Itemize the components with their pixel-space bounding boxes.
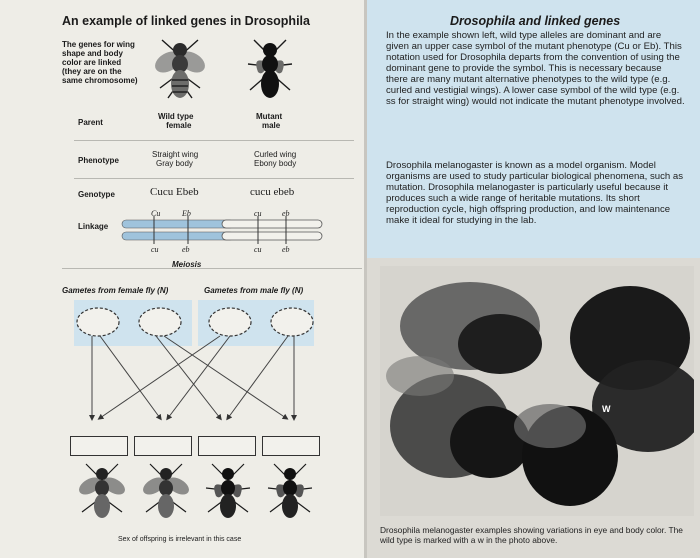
offspring-genotype-box[interactable] [262, 436, 320, 456]
intro-line: The genes for wing [62, 40, 135, 49]
parent-2-title-line: Mutant [256, 112, 283, 121]
meiosis-label: Meiosis [172, 260, 202, 269]
offspring-fly-icon [206, 464, 250, 518]
offspring-genotype-box[interactable] [198, 436, 256, 456]
right-page [366, 0, 700, 558]
parent-2-phenotype [254, 150, 296, 168]
page-title: An example of linked genes in Drosophila [62, 14, 310, 28]
allele-label: eb [182, 245, 190, 254]
intro-line: shape and body [62, 49, 123, 58]
allele-label: cu [254, 209, 262, 218]
allele-label: Eb [182, 209, 191, 218]
parent-1-title [158, 112, 193, 130]
intro-line: (they are on the [62, 67, 122, 76]
parent-1-title-line: Wild type [158, 112, 194, 121]
mutant-fly-icon [240, 32, 300, 104]
offspring-genotype-box[interactable] [70, 436, 128, 456]
row-label-genotype: Genotype [78, 190, 115, 199]
wild-type-marker: W [602, 404, 611, 414]
offspring-fly-icon [140, 464, 192, 518]
parent-1-phenotype [152, 150, 198, 168]
allele-label: cu [151, 245, 159, 254]
phenotype-line: Straight wing [152, 150, 199, 159]
section-heading: Drosophila and linked genes [450, 14, 621, 28]
row-label-phenotype: Phenotype [78, 156, 119, 165]
intro-line: color are linked [62, 58, 122, 67]
phenotype-line: Curled wing [254, 150, 297, 159]
parent-2-genotype: cucu ebeb [250, 186, 295, 198]
allele-label: cu [254, 245, 262, 254]
offspring-fly-icon [268, 464, 312, 518]
phenotype-line: Ebony body [254, 159, 297, 168]
photo-caption: Drosophila melanogaster examples showing variations in eye and body color. The wild type is marked with a w in the photo above. [380, 525, 683, 545]
phenotype-line: Gray body [156, 159, 193, 168]
wild-type-fly-icon [150, 32, 210, 104]
chromosome-linkage-diagram [118, 206, 324, 254]
offspring-genotype-box[interactable] [134, 436, 192, 456]
cross-arrows-diagram [60, 296, 360, 446]
gametes-female-label: Gametes from female fly (N) [62, 286, 169, 295]
page-gutter [364, 0, 367, 558]
row-label-linkage: Linkage [78, 222, 109, 231]
footnote: Sex of offspring is irrelevant in this case [118, 536, 242, 543]
parent-1-genotype: Cucu Ebeb [150, 186, 199, 198]
paragraph-model-organism: Drosophila melanogaster is known as a model organism. Model organisms are used to study particular biological phenomena, such as mutation. Drosophila melanogaster is particularly useful because it produces such a wide range of heritable mutations. Its short reproduction cycle, high offspring production, and low maintenance make it ideal for studying in the lab. [386, 160, 684, 226]
intro-line: same chromosome) [62, 76, 138, 85]
parent-1-title-line: female [166, 121, 192, 130]
parent-2-title-line: male [261, 121, 281, 130]
allele-label: eb [282, 245, 290, 254]
paragraph-linked-genes: In the example shown left, wild type alleles are dominant and are given an upper case symbol of the mutant phenotype (Cu or Eb). This notation used for Drosophila departs from the convention of using the dominant gene to provide the symbol. This is necessary because there are many mutant alternative phenotypes to the wild type (e.g. curled and vestigial wings). A lower case symbol of the wild type (e.g. ss for straight wing) would not indicate the mutant phenotype involved. [386, 30, 685, 107]
drosophila-photo [380, 266, 694, 516]
gametes-male-label: Gametes from male fly (N) [204, 286, 304, 295]
parent-2-title [256, 112, 282, 130]
row-label-parent: Parent [78, 118, 103, 127]
allele-label: Cu [151, 209, 161, 218]
allele-label: eb [282, 209, 290, 218]
offspring-fly-icon [76, 464, 128, 518]
flies-photo-image [380, 266, 694, 516]
offspring-flies-row [70, 460, 320, 522]
